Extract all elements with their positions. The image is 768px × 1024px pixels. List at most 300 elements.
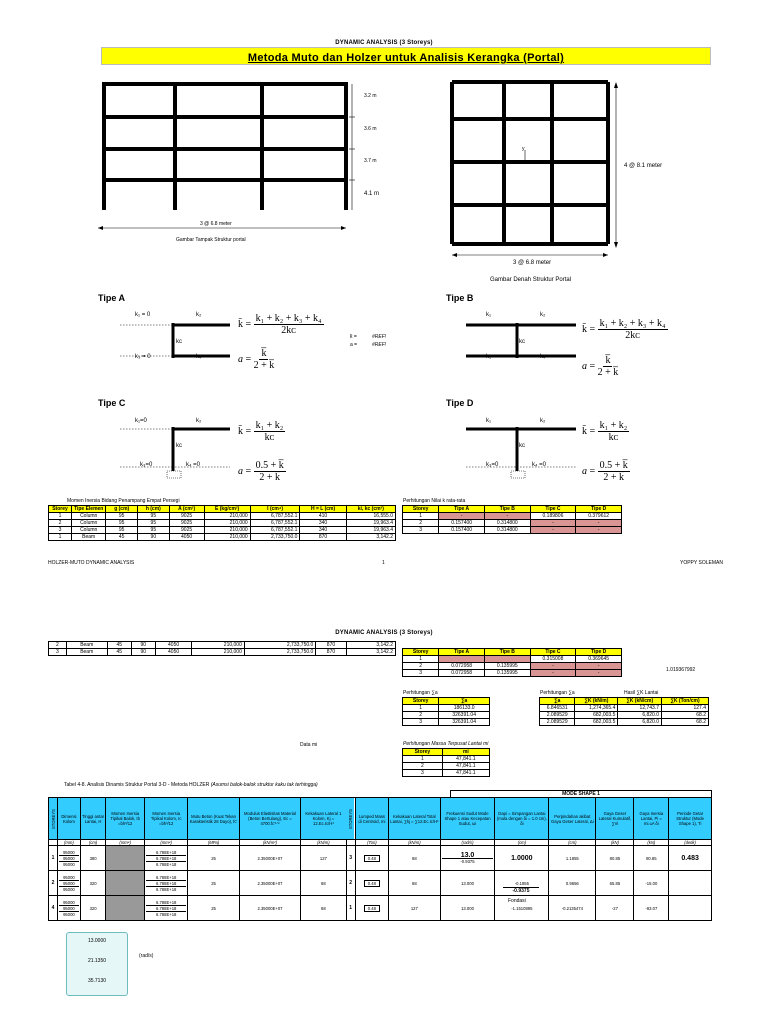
tipe-c-kbar-numerator: k₁ + k₂	[255, 420, 284, 431]
cell-line: 6.788E+18	[146, 900, 186, 906]
column-header: Tipe A	[439, 649, 485, 656]
table-row	[403, 520, 622, 527]
table-cell	[239, 846, 300, 871]
table-cell	[596, 871, 634, 896]
column-header: Tipe B	[484, 506, 530, 513]
cell-value: 68	[412, 855, 417, 861]
tipe-c-alpha-formula: a = $\frac{0.5 + k̅}{2 + k̅}$	[238, 460, 284, 483]
holzer-table	[48, 797, 712, 921]
kbar-table-header	[403, 506, 622, 513]
sum-a-table	[402, 697, 490, 726]
table-cell: 326391.04	[439, 719, 490, 726]
table-cell: 47,841.1	[442, 763, 489, 770]
column-header: Kekakuan Lateral 1 Kolom, Kj = 12.Ec.Ic/H³	[301, 798, 346, 840]
footer-right: YOPPY SOLEMAN	[680, 560, 723, 566]
table-cell: 9025	[169, 520, 204, 527]
column-header: Modulus Elastisitas Material (Beton Bertulang), Ec = 4700.fc'¹ᐟ²	[239, 798, 300, 840]
elevation-height-1: 4.1 m	[364, 191, 380, 197]
cell-value: 1.0000	[511, 854, 533, 862]
table-cell: 6,820.0	[618, 712, 662, 719]
tipe-a-ref-k: #REF!	[372, 334, 387, 340]
table-cell: 0.072958	[439, 663, 485, 670]
table-cell	[49, 846, 58, 871]
column-header: Momen Inersia Tipikal Balok, Ib =bh³/12	[106, 798, 145, 840]
sum-a-caption: Perhitungan ∑a	[403, 690, 438, 696]
column-header: Dapi = Simpangan Lantai (mula dengan δi = 1.0 cm), δi	[495, 798, 549, 840]
table-cell: 2	[403, 763, 443, 770]
table-cell: -	[530, 663, 576, 670]
table-row	[49, 534, 396, 541]
table-cell: 127.4	[662, 705, 709, 712]
cell-value: 127	[319, 855, 327, 861]
holzer-header-row	[49, 798, 712, 840]
table-cell: 870	[316, 642, 346, 649]
cell-value: 2.35000E+07	[257, 855, 283, 861]
sum-k-table	[539, 697, 709, 726]
cell-line: 95000	[59, 850, 79, 856]
table-row	[49, 649, 396, 656]
table-cell: -	[530, 527, 576, 534]
footer-left: HOLZER-MUTO DYNAMIC ANALYSIS	[48, 560, 135, 566]
table-cell	[188, 846, 240, 871]
table-cell: 0.369645	[576, 656, 622, 663]
cell-line: 6.788E+18	[155, 886, 177, 892]
unit-cell: (kN/m²)	[239, 840, 300, 846]
column-header: Lumped Mass di Centroid, mi	[355, 798, 389, 840]
tipe-b-alpha-formula: a = $\frac{k̅}{2 + k̅}$	[582, 355, 619, 378]
tipe-c-alpha-numerator: 0.5 + k̅	[255, 460, 284, 471]
table-cell: 186133.0	[439, 705, 490, 712]
table-cell: 45	[107, 649, 131, 656]
unit-cell: (mm⁴)	[106, 840, 145, 846]
inertia-table-caption: Momen Inersia Bidang Penampang Empat Persegi	[67, 498, 180, 504]
cell-line: 95000	[59, 906, 79, 912]
table-cell: -	[576, 663, 622, 670]
table-cell: 210,000	[204, 520, 250, 527]
table-cell	[346, 871, 355, 896]
tipe-a-k3: k₃ = 0	[135, 354, 151, 360]
cell-line: 6.788E+18	[146, 875, 186, 881]
plan-side-dimension	[606, 80, 626, 250]
tipe-a-title: Tipe A	[98, 293, 126, 303]
table-cell: 2,733,750.0	[244, 642, 315, 649]
cell-value: 1	[349, 905, 352, 911]
tipe-c-k4: k₄ =0	[186, 462, 200, 468]
page1-title-bar	[101, 47, 711, 65]
table-cell: 2	[403, 663, 439, 670]
tipe-a-alpha-formula: a = $\frac{k̅}{2 + k̅}$	[238, 348, 275, 371]
cell-value: 68	[321, 905, 326, 911]
column-header: Gaya Inersia Lantai, Pi = mi.ω².δi	[634, 798, 669, 840]
tipe-a-kc: kᴄ	[176, 339, 182, 345]
cell-value: 2.35000E+07	[257, 880, 283, 886]
table-cell: 2.089529	[540, 719, 575, 726]
table-cell: 0.135995	[484, 670, 530, 677]
mass-header	[403, 749, 490, 756]
cell-value: 2	[349, 880, 352, 886]
cell-value: 380	[89, 855, 97, 861]
table-cell	[596, 846, 634, 871]
footer-page-number: 1	[382, 560, 385, 566]
alpha-table	[402, 648, 622, 677]
table-cell	[439, 656, 485, 663]
table-cell: 1	[49, 513, 72, 520]
cell-value: -93.07	[645, 905, 658, 911]
tipe-d-alpha-formula: a = $\frac{0.5 + k̅}{2 + k̅}$	[582, 460, 628, 483]
cell-value: 127	[410, 905, 418, 911]
table-cell: 682,003.5	[575, 719, 618, 726]
column-header: Storey	[403, 649, 439, 656]
table-cell	[239, 896, 300, 921]
table-cell: Column	[72, 527, 106, 534]
table-cell	[145, 896, 188, 921]
table-cell	[669, 896, 712, 921]
table-cell	[669, 846, 712, 871]
tipe-b-kbar-numerator: k₁ + k₂ + k₃ + k₄	[599, 318, 666, 329]
cell-line: 95000	[59, 881, 79, 887]
elevation-caption: Gambar Tampak Struktur portal	[176, 237, 246, 243]
tipe-c-title: Tipe C	[98, 398, 126, 408]
column-header: mi	[442, 749, 489, 756]
table-cell: 9025	[169, 513, 204, 520]
table-cell: 3	[403, 770, 443, 777]
table-cell: 4050	[155, 649, 192, 656]
table-cell: 0.157400	[439, 520, 485, 527]
table-row	[403, 527, 622, 534]
table-row	[403, 663, 622, 670]
table-cell: 2	[49, 520, 72, 527]
table-cell: 1	[403, 513, 439, 520]
table-cell: 95	[106, 513, 138, 520]
table-cell	[389, 896, 440, 921]
column-header: Frekuensi Sudut Mode Shape 1 atau Kecepatan Sudut, ωi	[440, 798, 495, 840]
unit-cell: (detik)	[669, 840, 712, 846]
table-cell: Column	[72, 520, 106, 527]
table-cell: 4050	[169, 534, 204, 541]
table-cell: 1	[403, 656, 439, 663]
table-cell: 19,963.4	[346, 527, 395, 534]
table-cell: Beam	[66, 642, 107, 649]
tipe-c-kbar-formula: k̄ = $\frac{\text{k₁ + k₂}}{\text{kᴄ}}$	[238, 420, 284, 443]
table-cell	[58, 871, 81, 896]
table-cell: 90	[131, 649, 155, 656]
cell-value: 3	[349, 855, 352, 861]
table-cell	[440, 846, 495, 871]
table-cell: 6,787,552.1	[250, 513, 300, 520]
mass-table	[402, 748, 490, 777]
cell-value: -27	[611, 905, 618, 911]
table-cell	[106, 871, 145, 896]
elevation-height-4: 3.2 m	[364, 93, 377, 99]
elevation-frame-diagram	[90, 72, 380, 257]
table-cell: 95	[138, 527, 170, 534]
cell-value: 68	[321, 880, 326, 886]
tipe-d-alpha-numerator: 0.5 + k̅	[599, 460, 628, 471]
column-header: Storey	[403, 506, 439, 513]
table-row	[540, 712, 709, 719]
table-cell: 16,555.0	[346, 513, 395, 520]
table-row	[49, 520, 396, 527]
unit-cell: (cm)	[80, 840, 105, 846]
sum-a-header	[403, 698, 490, 705]
table-cell: 340	[300, 527, 346, 534]
table-cell	[355, 846, 389, 871]
table-cell	[301, 846, 346, 871]
tipe-a-ref-a-label: a =	[350, 342, 358, 348]
table-cell: 9025	[169, 527, 204, 534]
table-cell	[301, 871, 346, 896]
table-cell: 0.072958	[439, 670, 485, 677]
sum-k-caption: Perhitungan ∑a	[540, 690, 575, 696]
table-cell: Beam	[66, 649, 107, 656]
table-cell	[106, 846, 145, 871]
cell-value: 320	[89, 880, 97, 886]
tipe-a-ref-a: #REF!	[372, 342, 387, 348]
table-cell: 95	[138, 513, 170, 520]
cell-value: 4	[51, 905, 55, 911]
table-cell	[58, 896, 81, 921]
table-row	[403, 756, 490, 763]
column-header: g (cm)	[106, 506, 138, 513]
table-row	[403, 712, 490, 719]
cell-value: 0.48	[364, 880, 380, 887]
column-header: Tipe C	[530, 649, 576, 656]
table-cell: 870	[300, 534, 346, 541]
plan-y-marker: y	[522, 146, 525, 152]
beam-rows-table	[48, 641, 396, 656]
alpha-table-header	[403, 649, 622, 656]
table-cell: -	[484, 513, 530, 520]
table-cell: 210,000	[204, 513, 250, 520]
table-cell: 870	[316, 649, 346, 656]
cell-value-secondary: -0.9375	[442, 858, 494, 864]
column-header: Momen Inersia Tipikal Kolom, Ic =bh³/12	[145, 798, 188, 840]
cell-value: 320	[89, 905, 97, 911]
table-cell: 6,787,552.1	[250, 527, 300, 534]
table-cell: 0.315008	[530, 656, 576, 663]
cell-line: 95000	[63, 861, 75, 867]
column-header: Storey	[403, 749, 443, 756]
elevation-span-label: 3 @ 6.8 meter	[200, 221, 232, 227]
column-header: Kekakuan Lateral Total Lantai, ∑kj = ∑12.Ec.Ic/H³	[389, 798, 440, 840]
table-cell: 6,820.0	[618, 719, 662, 726]
table-row	[49, 642, 396, 649]
column-header: Tipe D	[576, 506, 622, 513]
column-header: I (cm⁴)	[250, 506, 300, 513]
table-cell: 210,000	[204, 534, 250, 541]
table-cell: Column	[72, 513, 106, 520]
cell-value: 0.9656	[565, 880, 579, 886]
holzer-bottom-value: -0.9375	[503, 887, 539, 894]
cell-value: 68	[412, 880, 417, 886]
column-header: Tipe A	[439, 506, 485, 513]
column-header: Perpindahan akibat Gaya Geser Lateral, Δi	[549, 798, 596, 840]
cell-line: 95000	[59, 856, 79, 862]
plan-span-label: 3 @ 6.8 meter	[513, 260, 552, 266]
table-cell: 210,000	[192, 649, 244, 656]
table-cell	[634, 846, 669, 871]
column-header: ∑K (kN/cm)	[618, 698, 662, 705]
tipe-d-kbar-formula: k̄ = $\frac{\text{k₁ + k₂}}{\text{kᴄ}}$	[582, 420, 628, 443]
table-cell	[58, 846, 81, 871]
omega-values-box	[66, 932, 128, 996]
tipe-d-alpha-denominator: 2 + k̅	[603, 472, 625, 483]
column-header: Gaya Geser Lateral Kumulatif, ∑Vi	[596, 798, 634, 840]
cell-value: 25	[211, 905, 216, 911]
cell-line: 95000	[59, 900, 79, 906]
mass-caption: Perhitungan Massa Terpusat Lantai mi	[403, 741, 489, 747]
table-row	[403, 719, 490, 726]
table-cell	[239, 871, 300, 896]
table-cell: 210,000	[204, 527, 250, 534]
cell-value: 25	[211, 880, 216, 886]
column-header: h (cm)	[138, 506, 170, 513]
column-header: ki, kᴄ (cm³)	[346, 506, 395, 513]
column-header: A (cm²)	[169, 506, 204, 513]
mass-side-label: Data mi	[300, 742, 318, 748]
unit-cell: (cm)	[495, 840, 549, 846]
unit-cell: (mm⁴)	[145, 840, 188, 846]
holzer-row	[49, 896, 712, 921]
cell-value: 25	[211, 855, 216, 861]
tipe-d-joint-diagram	[466, 415, 586, 485]
table-cell: 1	[403, 705, 439, 712]
holzer-caption-text: Tabel 4-8. Analisis Dinamis Struktur Portal 3-D - Metoda HOLZER	[64, 782, 210, 788]
holzer-bottom-label: Fondasi	[508, 898, 526, 904]
holzer-row	[49, 846, 712, 871]
cell-value: 0.48	[364, 855, 380, 862]
table-cell: -	[576, 527, 622, 534]
table-cell: 0.135995	[484, 663, 530, 670]
alpha-side-value: 1.019367992	[666, 667, 696, 673]
tipe-c-kc: kᴄ	[176, 443, 182, 449]
tipe-c-alpha-denominator: 2 + k̅	[259, 472, 281, 483]
table-cell: -	[576, 670, 622, 677]
tipe-a-kbar-formula: k̄ = $\frac{\text{k₁ + k₂ + k₃ + k₄}}{\text{2kᴄ}}$	[238, 313, 322, 336]
inertia-table-header	[49, 506, 396, 513]
table-row	[403, 670, 622, 677]
column-header: Dimensi Kolom	[58, 798, 81, 840]
column-header: Tipe C	[530, 506, 576, 513]
cell-value: 0.48	[364, 905, 380, 912]
table-cell: 95	[138, 520, 170, 527]
table-row	[403, 513, 622, 520]
tipe-a-kbar-numerator: k₁ + k₂ + k₃ + k₄	[255, 313, 322, 324]
table-cell	[634, 871, 669, 896]
table-cell: -	[439, 513, 485, 520]
column-header: Storey	[49, 506, 72, 513]
omega-3: 35.7130	[87, 978, 107, 984]
table-cell: 47,841.1	[442, 756, 489, 763]
tipe-d-kbar-denominator: kᴄ	[608, 432, 619, 443]
page2-header: DYNAMIC ANALYSIS (3 Storeys)	[335, 630, 433, 636]
table-cell: 3	[403, 527, 439, 534]
cell-line: 6.788E+18	[155, 911, 177, 917]
column-header: Storey	[403, 698, 439, 705]
elevation-height-2: 3.7 m	[364, 158, 377, 164]
sum-k-caption-2: Hasil ∑K Lantai	[624, 690, 659, 696]
plan-side-label: 4 @ 8.1 meter	[624, 163, 663, 169]
tipe-c-kbar-denominator: kᴄ	[264, 432, 275, 443]
table-cell: 2	[403, 520, 439, 527]
elevation-height-3: 3.6 m	[364, 126, 377, 132]
table-cell: 3,142.2	[346, 642, 395, 649]
table-cell: 2,733,750.0	[250, 534, 300, 541]
table-cell	[549, 896, 596, 921]
column-header: Tipe Elemen	[72, 506, 106, 513]
cell-value: 13.000	[461, 905, 474, 911]
table-cell: 45	[107, 642, 131, 649]
table-cell: 0.314800	[484, 520, 530, 527]
table-row	[403, 705, 490, 712]
plan-frame-diagram	[440, 72, 630, 272]
table-cell: 0.157400	[439, 527, 485, 534]
unit-cell: (rad/s)	[440, 840, 495, 846]
tipe-d-k4: k₄ =0	[532, 462, 546, 468]
unit-cell: (kN)	[596, 840, 634, 846]
table-cell	[188, 896, 240, 921]
cell-value: 80.85	[609, 855, 621, 861]
tipe-a-alpha-denominator: 2 + k̅	[253, 360, 275, 371]
table-cell: 410	[300, 513, 346, 520]
column-header: ∑a	[439, 698, 490, 705]
table-cell: 68.2	[662, 719, 709, 726]
cell-line: 95000	[63, 911, 75, 917]
column-header: Mutu Beton (Kuat Tekan Karakteristik 28 Dayo), fc'	[188, 798, 240, 840]
table-cell: 95	[106, 527, 138, 534]
table-row	[49, 513, 396, 520]
tipe-d-k2: k₂	[540, 418, 546, 424]
cell-value: -1.1510895	[511, 905, 533, 911]
table-cell	[355, 871, 389, 896]
tipe-a-ref-k-label: k̄ =	[350, 334, 357, 340]
page-title: Metoda Muto dan Holzer untuk Analisis Kerangka (Portal)	[247, 52, 565, 64]
table-cell: 0.189806	[530, 513, 576, 520]
table-row	[540, 719, 709, 726]
cell-line: 95000	[63, 886, 75, 892]
table-cell	[389, 846, 440, 871]
table-cell: 6.846531	[540, 705, 575, 712]
table-cell	[669, 871, 712, 896]
column-header: Tinggi antar Lantai, H	[80, 798, 105, 840]
column-header: Tipe B	[484, 649, 530, 656]
tipe-c-k1: k₁=0	[135, 418, 147, 424]
omega-1: 13.0000	[87, 938, 107, 944]
table-cell: 68.2	[662, 712, 709, 719]
table-cell	[80, 871, 105, 896]
unit-cell: (cm)	[549, 840, 596, 846]
table-cell	[301, 896, 346, 921]
column-header: Periode Getar Struktur (Mode Shape 1), Ti	[669, 798, 712, 840]
tipe-b-kbar-denominator: 2kᴄ	[625, 330, 640, 341]
tipe-c-joint-diagram	[120, 415, 240, 485]
table-cell: -	[530, 520, 576, 527]
cell-value: 80.85	[646, 855, 657, 861]
table-cell	[145, 846, 188, 871]
cell-line: 6.788E+18	[146, 850, 186, 856]
tipe-b-title: Tipe B	[446, 293, 474, 303]
table-cell: 682,003.5	[575, 712, 618, 719]
table-cell	[549, 846, 596, 871]
tipe-b-kbar-formula: k̄ = $\frac{\text{k₁ + k₂ + k₃ + k₄}}{\text{2kᴄ}}$	[582, 318, 666, 341]
table-cell: 90	[138, 534, 170, 541]
cell-value: 13.000	[461, 880, 474, 886]
table-cell: 2,733,750.0	[244, 649, 315, 656]
cell-value: 1.1855	[565, 855, 579, 861]
table-cell	[634, 896, 669, 921]
table-cell: 1,274,365.4	[575, 705, 618, 712]
holzer-caption-italic: (Asumsi balok-balok struktur kaku tak terhingga)	[210, 782, 318, 788]
